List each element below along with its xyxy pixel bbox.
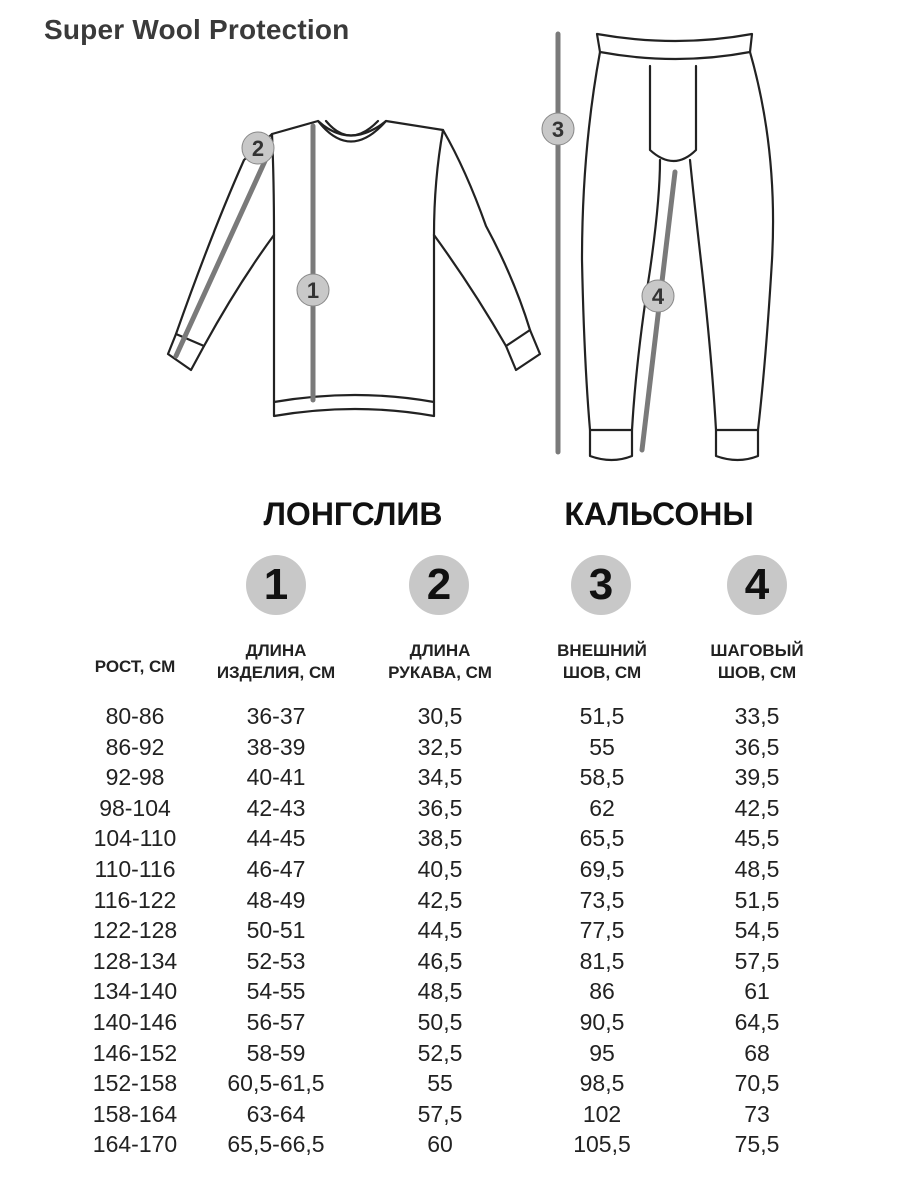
table-cell: 40-41 bbox=[246, 764, 306, 791]
table-cell: 90,5 bbox=[579, 1009, 625, 1035]
table-cell: 32,5 bbox=[417, 733, 463, 760]
number-badge-4: 4 bbox=[727, 555, 787, 615]
table-cell: 58,5 bbox=[579, 764, 625, 791]
table-cell: 105,5 bbox=[573, 1131, 631, 1158]
marker-3 bbox=[542, 113, 574, 145]
table-cell: 38,5 bbox=[417, 825, 463, 852]
table-cell: 46,5 bbox=[417, 947, 463, 974]
table-cell: 51,5 bbox=[734, 886, 780, 913]
table-cell: 42,5 bbox=[734, 794, 780, 821]
table-cell: 70,5 bbox=[734, 1070, 780, 1097]
header-inseam: ШАГОВЫЙ ШОВ, СМ bbox=[710, 641, 804, 682]
table-cell: 36-37 bbox=[246, 703, 306, 729]
table-cell: 48,5 bbox=[417, 978, 463, 1005]
section-title-pants: КАЛЬСОНЫ bbox=[564, 496, 754, 532]
table-cell: 95 bbox=[589, 1039, 615, 1066]
table-cell: 40,5 bbox=[417, 856, 463, 882]
table-cell: 60,5-61,5 bbox=[227, 1070, 325, 1097]
table-cell: 42,5 bbox=[417, 886, 463, 913]
table-cell: 110-116 bbox=[94, 856, 176, 882]
table-cell: 56-57 bbox=[246, 1009, 306, 1035]
table-cell: 73 bbox=[744, 1100, 770, 1127]
svg-text:1: 1 bbox=[306, 278, 320, 303]
number-badge-1: 1 bbox=[246, 555, 306, 615]
table-cell: 54,5 bbox=[734, 917, 780, 944]
table-cell: 140-146 bbox=[92, 1009, 178, 1035]
table-cell: 60 bbox=[427, 1131, 453, 1158]
table-cell: 48,5 bbox=[734, 856, 780, 882]
table-cell: 116-122 bbox=[93, 886, 177, 913]
table-cell: 65,5-66,5 bbox=[227, 1131, 325, 1158]
table-cell: 73,5 bbox=[579, 886, 625, 913]
table-cell: 98,5 bbox=[579, 1070, 625, 1097]
table-cell: 102 bbox=[582, 1100, 622, 1127]
table-cell: 65,5 bbox=[579, 825, 625, 852]
svg-text:3: 3 bbox=[551, 117, 565, 142]
table-cell: 46-47 bbox=[246, 856, 306, 882]
table-cell: 63-64 bbox=[246, 1100, 306, 1127]
table-cell: 57,5 bbox=[734, 947, 780, 974]
table-cell: 52,5 bbox=[417, 1039, 463, 1066]
table-cell: 30,5 bbox=[417, 703, 463, 729]
table-cell: 158-164 bbox=[92, 1100, 178, 1127]
pants-measure-lines bbox=[558, 34, 675, 452]
svg-text:4: 4 bbox=[651, 284, 665, 309]
table-cell: 34,5 bbox=[417, 764, 463, 791]
table-cell: 128-134 bbox=[92, 947, 178, 974]
table-cell: 61 bbox=[744, 978, 770, 1005]
header-height: РОСТ, СМ bbox=[94, 657, 176, 676]
header-product-length: ДЛИНА ИЗДЕЛИЯ, СМ bbox=[216, 641, 336, 682]
table-cell: 75,5 bbox=[734, 1131, 780, 1158]
table-cell: 92-98 bbox=[105, 764, 165, 791]
table-cell: 51,5 bbox=[579, 703, 625, 729]
table-cell: 98-104 bbox=[99, 794, 171, 821]
table-cell: 39,5 bbox=[734, 764, 780, 791]
table-cell: 134-140 bbox=[92, 978, 178, 1005]
table-cell: 44-45 bbox=[246, 825, 306, 852]
table-cell: 50-51 bbox=[246, 917, 306, 944]
table-cell: 68 bbox=[744, 1039, 770, 1066]
table-cell: 164-170 bbox=[92, 1131, 178, 1158]
table-cell: 36,5 bbox=[734, 733, 780, 760]
header-outer-seam: ВНЕШНИЙ ШОВ, СМ bbox=[557, 641, 647, 682]
table-cell: 44,5 bbox=[417, 917, 463, 944]
garment-diagram bbox=[0, 0, 900, 480]
table-cell: 104-110 bbox=[93, 825, 177, 852]
table-cell: 62 bbox=[589, 794, 615, 821]
brand-title: Super Wool Protection bbox=[44, 14, 350, 45]
table-cell: 146-152 bbox=[92, 1039, 178, 1066]
svg-text:2: 2 bbox=[251, 136, 265, 161]
table-cell: 42-43 bbox=[246, 794, 306, 821]
table-cell: 45,5 bbox=[734, 825, 780, 852]
table-cell: 54-55 bbox=[246, 978, 306, 1005]
pants-drawing bbox=[582, 34, 773, 460]
longsleeve-drawing bbox=[168, 121, 540, 416]
table-cell: 36,5 bbox=[417, 794, 463, 821]
table-cell: 50,5 bbox=[417, 1009, 463, 1035]
table-cell: 33,5 bbox=[734, 703, 780, 729]
table-cell: 81,5 bbox=[579, 947, 625, 974]
table-cell: 52-53 bbox=[246, 947, 306, 974]
table-cell: 57,5 bbox=[417, 1100, 463, 1127]
table-cell: 152-158 bbox=[92, 1070, 178, 1097]
table-cell: 55 bbox=[589, 733, 615, 760]
number-badge-3: 3 bbox=[571, 555, 631, 615]
table-cell: 58-59 bbox=[246, 1039, 306, 1066]
marker-2 bbox=[242, 132, 274, 164]
table-cell: 64,5 bbox=[734, 1009, 780, 1035]
table-cell: 80-86 bbox=[105, 703, 165, 729]
table-cell: 77,5 bbox=[579, 917, 625, 944]
table-cell: 86 bbox=[589, 978, 615, 1005]
table-cell: 86-92 bbox=[105, 733, 165, 760]
marker-1 bbox=[297, 274, 329, 306]
table-cell: 48-49 bbox=[246, 886, 306, 913]
table-cell: 69,5 bbox=[579, 856, 625, 882]
marker-4 bbox=[642, 280, 674, 312]
section-title-longsleeve: ЛОНГСЛИВ bbox=[263, 496, 443, 532]
table-cell: 122-128 bbox=[92, 917, 178, 944]
table-cell: 55 bbox=[427, 1070, 453, 1097]
number-badge-2: 2 bbox=[409, 555, 469, 615]
header-sleeve-length: ДЛИНА РУКАВА, СМ bbox=[388, 641, 492, 682]
table-cell: 38-39 bbox=[246, 733, 306, 760]
